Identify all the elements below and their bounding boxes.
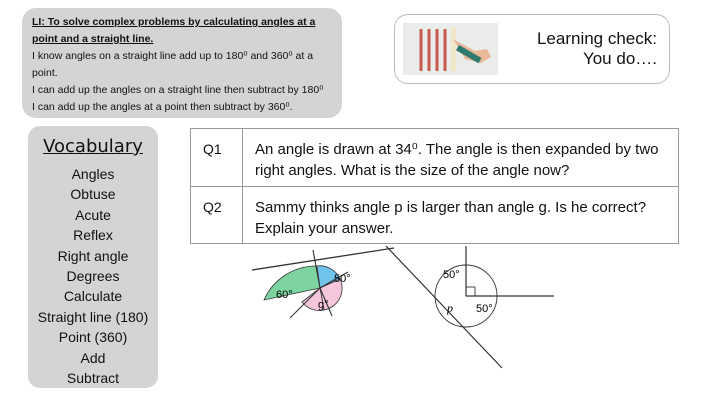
vocab-item: Right angle	[57, 247, 129, 264]
writing-hand-illustration	[403, 23, 498, 75]
vocabulary-box	[28, 126, 158, 388]
label-top-50: 50°	[443, 269, 460, 281]
label-60: 60°	[276, 289, 293, 301]
angle-at-point-diagram	[386, 246, 554, 368]
learning-check-heading: Learning check: You do….	[536, 29, 657, 68]
label-g: g°	[318, 299, 329, 311]
vocab-item: Add	[80, 349, 106, 366]
vocab-item: Straight line (180)	[37, 308, 149, 325]
question-row	[191, 186, 679, 244]
learning-intention-title: LI: To solve complex problems by calculating angles at a point and a straight line.	[32, 16, 316, 45]
success-criteria-3: I can add up the angles at a point then subtract by 360⁰.	[32, 101, 293, 113]
vocab-item: Reflex	[73, 227, 113, 244]
angle-diagrams	[244, 246, 694, 401]
vocab-item: Subtract	[66, 370, 120, 387]
label-p: p	[447, 301, 453, 315]
vocab-item: Acute	[75, 206, 111, 223]
questions-table	[190, 128, 679, 244]
question-number: Q2	[191, 186, 243, 244]
straight-line-angle-diagram	[252, 248, 394, 318]
success-criteria-2: I can add up the angles on a straight line then subtract by 180⁰	[32, 84, 324, 96]
question-row	[191, 129, 679, 187]
label-50: 50°	[334, 273, 351, 285]
learning-intention-box	[22, 8, 342, 118]
label-bottom-50: 50°	[476, 303, 493, 315]
question-text: An angle is drawn at 34⁰. The angle is then expanded by two right angles. What is the size of the angle now?	[243, 129, 679, 187]
vocab-item: Calculate	[63, 288, 123, 305]
vocab-item: Angles	[71, 166, 115, 182]
learning-check-box	[394, 14, 670, 84]
vocab-item: Degrees	[66, 268, 120, 285]
vocabulary-title: Vocabulary	[43, 136, 143, 157]
right-angle-mark	[466, 287, 475, 296]
question-number: Q1	[191, 129, 243, 187]
vocab-item: Obtuse	[70, 186, 116, 203]
question-text: Sammy thinks angle p is larger than angle g. Is he correct? Explain your answer.	[243, 186, 679, 244]
success-criteria-1: I know angles on a straight line add up to 180⁰ and 360⁰ at a point.	[32, 50, 314, 79]
vocab-item: Point (360)	[58, 329, 128, 346]
